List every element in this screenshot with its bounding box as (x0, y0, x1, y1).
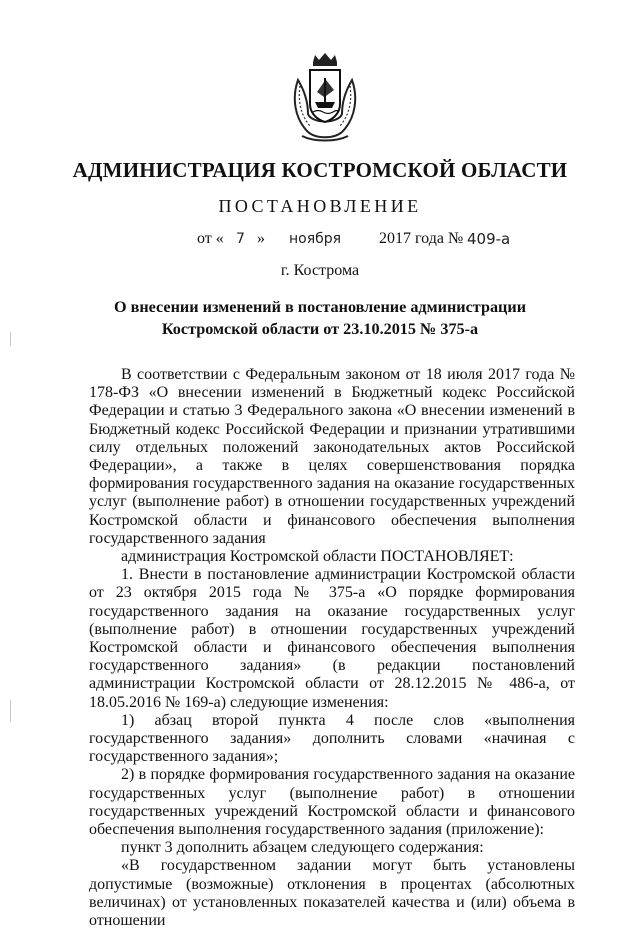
paragraph: «В государственном задании могут быть установлены допустимые (возможные) отклонения в процентах (абсолютных величинах) от установленных показателей качества и (или) объема в отношении (89, 857, 575, 930)
document-type-heading: ПОСТАНОВЛЕНИЕ (218, 196, 422, 216)
organization-heading: АДМИНИСТРАЦИЯ КОСТРОМСКОЙ ОБЛАСТИ (72, 158, 568, 182)
paragraph: 1. Внести в постановление администрации Костромской области от 23 октября 2015 года № 375-а «О порядке формирования государственного задания на оказание государственных услуг (выполнение работ) в отношении государственных учреждений Костромской области и финансового обеспечения выполнения государственного задания» (в редакции постановлений администрации Костромской области от 28.12.2015 № 486-а, от 18.05.2016 № 169-а) следующие изменения: (89, 566, 575, 711)
document-number: 409-а (467, 230, 511, 248)
date-prefix: от « (197, 230, 224, 247)
paragraph: администрация Костромской области ПОСТАНОВЛЯЕТ: (121, 548, 514, 566)
scan-margin-mark (10, 700, 11, 722)
paragraph: В соответствии с Федеральным законом от 18 июля 2017 года № 178-ФЗ «О внесении изменений в Бюджетный кодекс Российской Федерации и статью 3 Федерального закона «О внесении изменений в Бюджетный кодекс Российской Федерации и признании утратившими силу отдельных положений законодательных актов Российской Федерации», а также в целях совершенствования порядка формирования государственного задания на оказание государственных услуг (выполнение работ) в отношении государственных учреждений Костромской области и финансового обеспечения выполнения государственного задания (89, 366, 575, 547)
city-line: г. Кострома (280, 262, 360, 279)
title-line: О внесении изменений в постановление администрации (113, 298, 527, 316)
paragraph: 2) в порядке формирования государственного задания на оказание государственных услуг (выполнение работ) в отношении государственных учреждений Костромской области и финансового обеспечения выполнения государственного задания (приложение): (89, 766, 575, 839)
document-title (0, 296, 640, 340)
scan-margin-mark (10, 332, 11, 346)
date-line (197, 230, 527, 250)
document-body (89, 366, 575, 930)
paragraph: 1) абзац второй пункта 4 после слов «выполнения государственного задания» дополнить словами «начиная с государственного задания»; (89, 711, 575, 766)
date-day: 7 (236, 231, 245, 247)
date-quote-close: » (257, 230, 265, 247)
title-line: Костромской области от 23.10.2015 № 375-а (161, 320, 479, 338)
paragraph: пункт 3 дополнить абзацем следующего содержания: (121, 839, 484, 857)
date-year: 2017 года № (379, 230, 464, 247)
date-month: ноября (289, 231, 342, 247)
coat-of-arms-emblem (288, 52, 362, 144)
